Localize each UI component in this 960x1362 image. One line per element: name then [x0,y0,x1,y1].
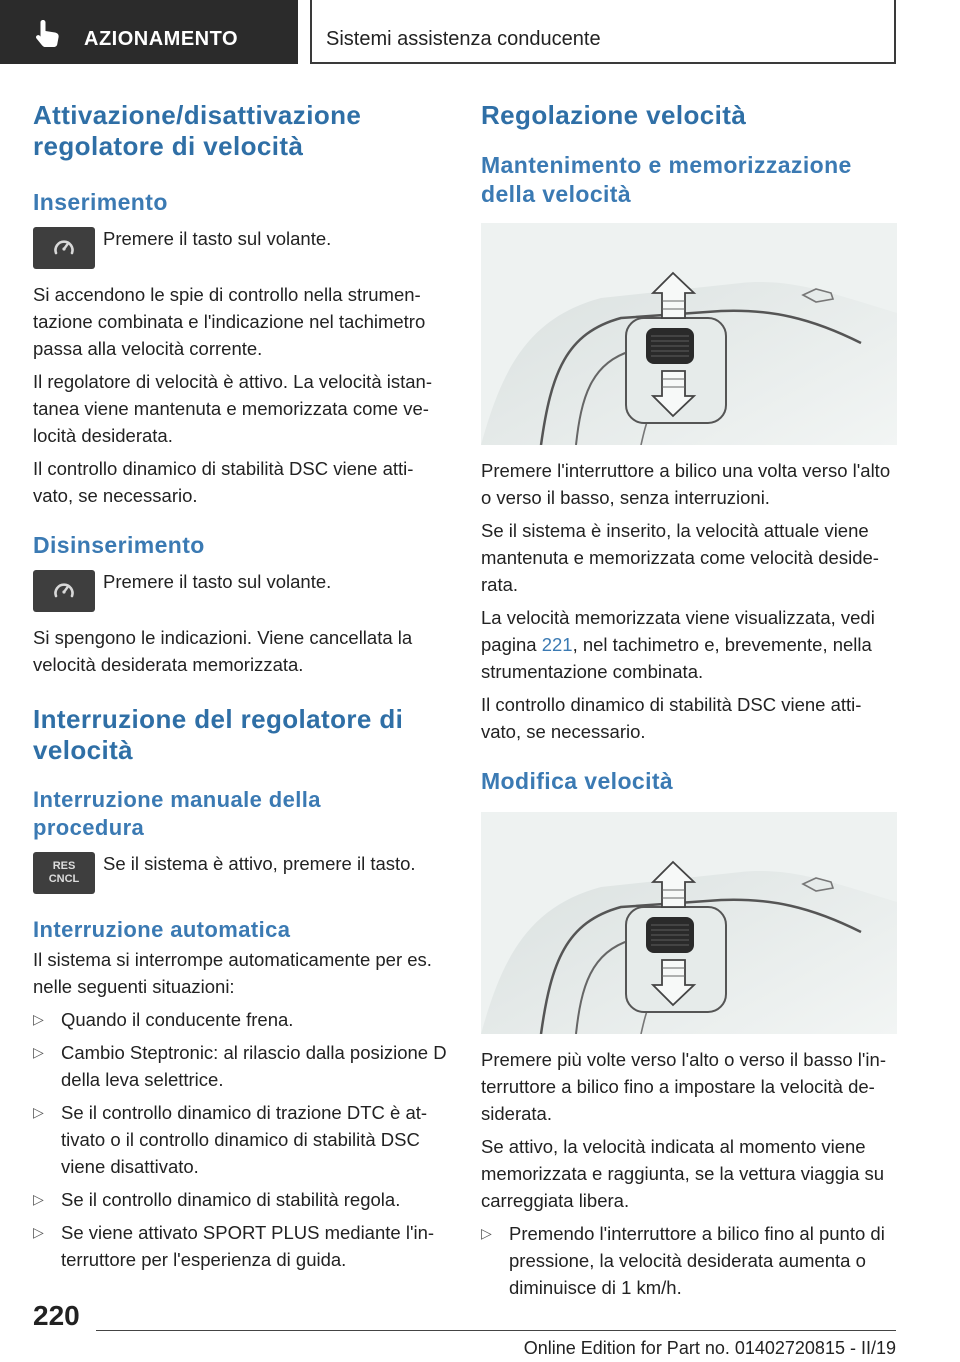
para-inserimento-1: Si accendono le spie di controllo nella strumen-tazione combinata e l'indicazione nel tachimetro passa alla velocità corrente. [33,284,426,359]
right-column [481,100,897,1301]
heading-interruzione-manuale: Interruzione manuale della procedura [33,787,321,840]
para-modifica-2: Se attivo, la velocità indicata al momento viene memorizzata e raggiunta, se la vettura viaggia su carreggiata libera. [481,1136,885,1211]
steering-wheel-rocker-image [481,223,897,445]
cruise-control-button-icon [33,570,95,612]
para-inserimento-2: Il regolatore di velocità è attivo. La velocità istan-tanea viene mantenuta e memorizzata come ve-locità desiderata. [33,371,432,446]
section-title: AZIONAMENTO [84,28,239,50]
title-regolazione: Regolazione velocità [481,100,747,130]
header-chapter-box [310,0,896,64]
list-item: ▷ Premendo l'interruttore a bilico fino al punto di pressione, la velocità desiderata aumenta o diminuisce di 1 km/h. [481,1220,897,1301]
cruise-control-button-icon [33,227,95,269]
footer-edition: Online Edition for Part no. 01402720815 - II/19 [523,1338,896,1358]
title-interruzione: Interruzione del regolatore di velocità [33,704,404,765]
triangle-bullet-icon: ▷ [33,1224,44,1240]
heading-inserimento: Inserimento [33,189,168,215]
cncl-label: CNCL [48,873,80,885]
para-auto: Il sistema si interrompe automaticamente per es. nelle seguenti situazioni: [33,949,432,997]
footer-divider [96,1330,896,1331]
list-auto [33,1006,449,1273]
list-item: ▷ Se il controllo dinamico di stabilità regola. [33,1186,449,1213]
icon-row-inserimento [33,227,449,269]
text-manuale: Se il sistema è attivo, premere il tasto. [103,853,416,874]
page-number: 220 [33,1300,80,1331]
left-column [33,100,449,1273]
list-item: ▷ Se viene attivato SPORT PLUS mediante l'in-terruttore per l'esperienza di guida. [33,1219,449,1273]
text-disinserimento-icon: Premere il tasto sul volante. [103,571,332,592]
title-activation: Attivazione/disattivazione regolatore di velocità [33,100,362,161]
hand-pointer-icon [34,18,62,48]
para-mantenimento-2: Se il sistema è inserito, la velocità attuale viene mantenuta e memorizzata come velocità deside-rata. [481,520,879,595]
icon-row-res-cncl [33,852,449,894]
triangle-bullet-icon: ▷ [33,1011,44,1027]
para-mantenimento-3: La velocità memorizzata viene visualizzata, vedi pagina 221, nel tachimetro e, brevemente, nella strumentazione combinata. [481,607,875,682]
triangle-bullet-icon: ▷ [481,1225,492,1241]
triangle-bullet-icon: ▷ [33,1104,44,1120]
para-disinserimento-1: Si spengono le indicazioni. Viene cancellata la velocità desiderata memorizzata. [33,627,413,675]
header-section-tab [0,0,298,64]
heading-mantenimento: Mantenimento e memorizzazione della velocità [481,152,852,207]
triangle-bullet-icon: ▷ [33,1044,44,1060]
heading-modifica: Modifica velocità [481,768,674,794]
para-mantenimento-1: Premere l'interruttore a bilico una volta verso l'alto o verso il basso, senza interruzioni. [481,460,891,508]
triangle-bullet-icon: ▷ [33,1191,44,1207]
chapter-title: Sistemi assistenza conducente [326,28,601,50]
list-modifica [481,1220,897,1301]
res-cncl-button-icon [33,852,95,894]
heading-interruzione-auto: Interruzione automatica [33,917,291,942]
heading-disinserimento: Disinserimento [33,532,205,558]
list-item: ▷ Quando il conducente frena. [33,1006,449,1033]
res-label: RES [52,860,76,872]
text-inserimento-icon: Premere il tasto sul volante. [103,228,332,249]
page-link[interactable]: 221 [541,634,573,655]
list-item: ▷ Se il controllo dinamico di trazione DTC è at-tivato o il controllo dinamico di stabilità DSC viene disattivato. [33,1099,449,1180]
para-mantenimento-4: Il controllo dinamico di stabilità DSC viene atti-vato, se necessario. [481,694,862,742]
steering-wheel-rocker-image [481,812,897,1034]
para-modifica-1: Premere più volte verso l'alto o verso il basso l'in-terruttore a bilico fino a impostare la velocità de-siderata. [481,1049,886,1124]
para-inserimento-3: Il controllo dinamico di stabilità DSC viene atti-vato, se necessario. [33,458,414,506]
icon-row-disinserimento [33,570,449,612]
list-item: ▷ Cambio Steptronic: al rilascio dalla posizione D della leva selettrice. [33,1039,449,1093]
